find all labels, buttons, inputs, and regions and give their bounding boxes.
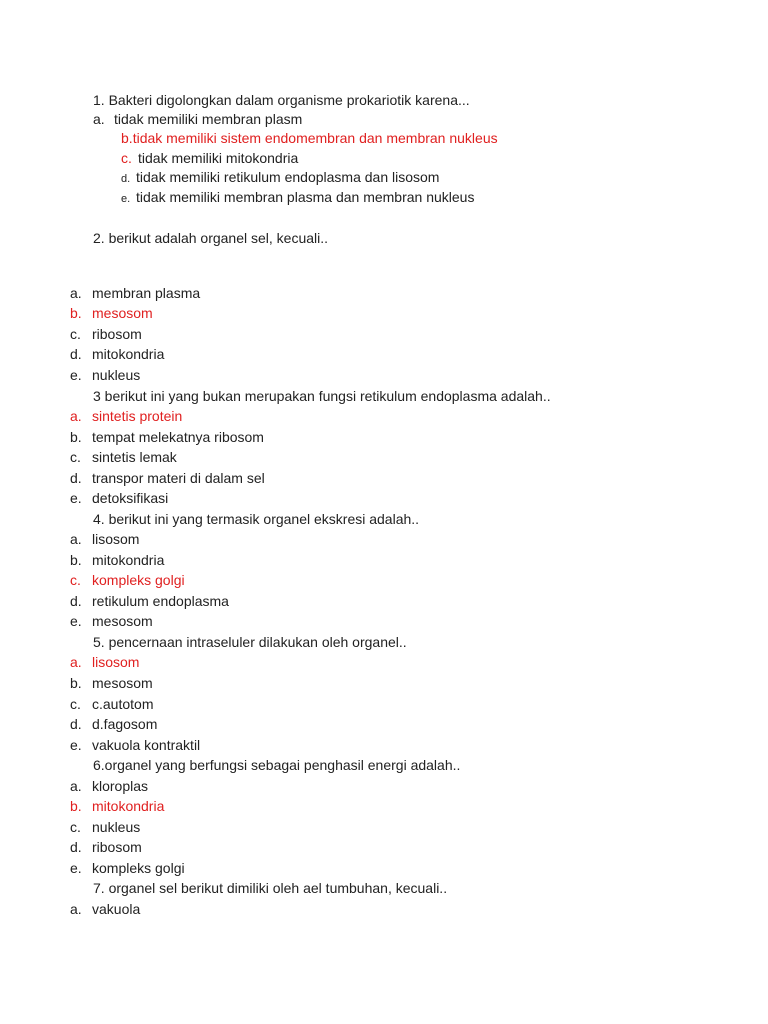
option-text: ribosom xyxy=(92,839,142,855)
q5-option-b xyxy=(70,675,153,692)
q7-option-a xyxy=(70,901,140,918)
option-text: mitokondria xyxy=(92,798,165,814)
q6-option-b-answer xyxy=(70,798,164,815)
option-letter: e. xyxy=(70,860,82,876)
option-letter: a. xyxy=(93,111,105,127)
question-7: 7. organel sel berikut dimiliki oleh ael tumbuhan, kecuali.. xyxy=(93,880,448,896)
q2-option-c xyxy=(70,326,142,343)
q5-option-a-answer xyxy=(70,654,139,671)
option-text: kloroplas xyxy=(92,778,149,794)
option-text: mesosom xyxy=(92,613,153,629)
option-text: nukleus xyxy=(92,819,141,835)
option-letter: b. xyxy=(70,675,82,691)
option-letter: a. xyxy=(70,285,82,301)
option-letter: b. xyxy=(70,305,82,321)
option-text: vakuola xyxy=(92,901,141,917)
option-text: tidak memiliki membran plasm xyxy=(114,111,303,127)
option-letter: a. xyxy=(70,778,82,794)
option-text: mesosom xyxy=(92,675,153,691)
option-letter: a. xyxy=(70,654,82,670)
q4-option-d xyxy=(70,593,229,610)
q1-option-c xyxy=(121,150,298,167)
q1-option-b-answer xyxy=(121,130,498,147)
q4-option-b xyxy=(70,552,164,569)
option-letter: e. xyxy=(70,613,82,629)
q2-option-e xyxy=(70,367,140,384)
option-text: lisosom xyxy=(92,531,140,547)
option-text: transpor materi di dalam sel xyxy=(92,470,265,486)
q3-option-d xyxy=(70,470,265,487)
option-text: ribosom xyxy=(92,326,142,342)
option-text: retikulum endoplasma xyxy=(92,593,229,609)
q2-option-d xyxy=(70,346,164,363)
option-text: kompleks golgi xyxy=(92,572,185,588)
option-letter: a. xyxy=(70,531,82,547)
option-letter: c. xyxy=(70,326,81,342)
q3-option-c xyxy=(70,449,177,466)
option-text: mitokondria xyxy=(92,346,165,362)
option-text: vakuola kontraktil xyxy=(92,737,201,753)
question-6: 6.organel yang berfungsi sebagai penghasil energi adalah.. xyxy=(93,757,461,773)
option-letter: b. xyxy=(70,429,82,445)
option-letter: b. xyxy=(121,130,133,146)
option-text: c.autotom xyxy=(92,696,154,712)
q2-option-a xyxy=(70,285,200,302)
option-text: tempat melekatnya ribosom xyxy=(92,429,264,445)
option-letter: e. xyxy=(70,737,82,753)
question-3: 3 berikut ini yang bukan merupakan fungsi retikulum endoplasma adalah.. xyxy=(93,388,551,404)
question-2: 2. berikut adalah organel sel, kecuali.. xyxy=(93,230,329,246)
q3-option-b xyxy=(70,429,264,446)
option-text: lisosom xyxy=(92,654,140,670)
option-letter: c. xyxy=(70,449,81,465)
q5-option-c xyxy=(70,696,153,713)
q6-option-c xyxy=(70,819,140,836)
q2-option-b-answer xyxy=(70,305,153,322)
option-letter: d. xyxy=(121,173,131,185)
q1-option-e xyxy=(121,189,474,206)
q6-option-a xyxy=(70,778,148,795)
option-letter: b. xyxy=(70,798,82,814)
option-letter: c. xyxy=(70,696,81,712)
option-letter: d. xyxy=(70,470,82,486)
option-letter: c. xyxy=(121,150,132,166)
option-text: detoksifikasi xyxy=(92,490,169,506)
option-text: sintetis lemak xyxy=(92,449,177,465)
option-text: mitokondria xyxy=(92,552,165,568)
option-text: tidak memiliki retikulum endoplasma dan lisosom xyxy=(136,169,440,185)
option-text: tidak memiliki mitokondria xyxy=(138,150,299,166)
option-letter: d. xyxy=(70,346,82,362)
question-5: 5. pencernaan intraseluler dilakukan oleh organel.. xyxy=(93,634,407,650)
option-letter: e. xyxy=(70,367,82,383)
q4-option-a xyxy=(70,531,139,548)
option-text: d.fagosom xyxy=(92,716,158,732)
option-text: membran plasma xyxy=(92,285,201,301)
q3-option-a-answer xyxy=(70,408,182,425)
question-4: 4. berikut ini yang termasik organel ekskresi adalah.. xyxy=(93,511,420,527)
option-letter: e. xyxy=(121,193,131,205)
q1-option-d xyxy=(121,169,439,186)
option-letter: b. xyxy=(70,552,82,568)
q5-option-e xyxy=(70,737,200,754)
option-text: sintetis protein xyxy=(92,408,183,424)
option-letter: c. xyxy=(70,819,81,835)
option-letter: d. xyxy=(70,716,82,732)
q5-option-d xyxy=(70,716,157,733)
option-letter: a. xyxy=(70,901,82,917)
q3-option-e xyxy=(70,490,168,507)
option-text: nukleus xyxy=(92,367,141,383)
option-letter: d. xyxy=(70,593,82,609)
q6-option-d xyxy=(70,839,142,856)
q6-option-e xyxy=(70,860,185,877)
option-text: tidak memiliki membran plasma dan membran nukleus xyxy=(136,189,475,205)
option-letter: e. xyxy=(70,490,82,506)
option-text: kompleks golgi xyxy=(92,860,185,876)
option-text: mesosom xyxy=(92,305,153,321)
question-1: 1. Bakteri digolongkan dalam organisme prokariotik karena... xyxy=(93,92,470,108)
option-text: tidak memiliki sistem endomembran dan membran nukleus xyxy=(132,130,498,146)
q4-option-c-answer xyxy=(70,572,185,589)
option-letter: a. xyxy=(70,408,82,424)
q1-option-a xyxy=(93,111,302,128)
q4-option-e xyxy=(70,613,153,630)
option-letter: c. xyxy=(70,572,81,588)
option-letter: d. xyxy=(70,839,82,855)
